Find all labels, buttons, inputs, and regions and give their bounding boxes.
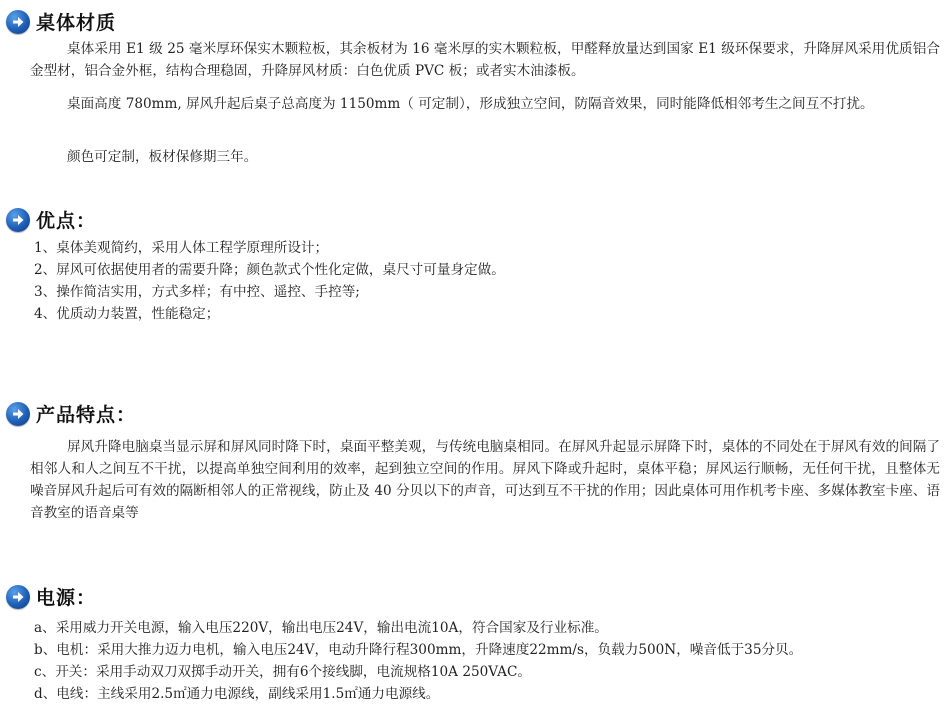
list-item: a、采用威力开关电源，输入电压220V，输出电压24V，输出电流10A，符合国家及行业标准。 <box>34 620 608 636</box>
material-paragraph-1: 桌体采用 E1 级 25 毫米厚环保实木颗粒板，其余板材为 16 毫米厚的实木颗粒板，甲醛释放量达到国家 E1 级环保要求，升降屏风采用优质铝合金型材，铝合金外框，结构合理稳固，升降屏风材质：白色优质 PVC 板；或者实木油漆板。 <box>30 41 940 79</box>
advantages-list <box>34 237 934 325</box>
features-paragraph: 屏风升降电脑桌当显示屏和屏风同时降下时，桌面平整美观，与传统电脑桌相同。在屏风升起显示屏降下时，桌体的不同处在于屏风有效的间隔了相邻人和人之间互不干扰，以提高单独空间利用的效率，起到独立空间的作用。屏风下降或升起时，桌体平稳；屏风运行顺畅，无任何干扰，且整体无噪音屏风升起后可有效的隔断相邻人的正常视线，防止及 40 分贝以下的声音，可达到互不干扰的作用；因此桌体可用作机考卡座、多媒体教室卡座、语音教室的语音桌等 <box>30 439 940 521</box>
arrow-circle-icon <box>6 402 30 426</box>
list-item: c、开关：采用手动双刀双掷手动开关，拥有6个接线脚，电流规格10A 250VAC。 <box>34 664 531 680</box>
material-paragraph-3: 颜色可定制，板材保修期三年。 <box>67 149 258 165</box>
section-heading-features <box>6 400 136 427</box>
arrow-circle-icon <box>6 10 30 34</box>
section-heading-power <box>6 583 96 610</box>
section-title: 桌体材质 <box>36 12 117 34</box>
arrow-circle-icon <box>6 585 30 609</box>
section-title: 电源： <box>36 587 97 609</box>
list-item: d、电线：主线采用2.5㎡通力电源线，副线采用1.5㎡通力电源线。 <box>34 686 440 702</box>
section-heading-advantages <box>6 206 96 233</box>
list-item: 1、桌体美观简约，采用人体工程学原理所设计； <box>34 240 329 256</box>
list-item: 3、操作简洁实用，方式多样；有中控、遥控、手控等; <box>34 284 360 300</box>
list-item: 2、屏风可依据使用者的需要升降；颜色款式个性化定做，桌尺寸可量身定做。 <box>34 262 505 278</box>
arrow-circle-icon <box>6 208 30 232</box>
section-title: 优点： <box>36 210 97 232</box>
list-item: 4、优质动力装置，性能稳定； <box>34 306 220 322</box>
power-list <box>34 617 934 705</box>
section-heading-material <box>6 8 116 35</box>
section-title: 产品特点： <box>36 404 137 426</box>
material-paragraph-2: 桌面高度 780mm, 屏风升起后桌子总高度为 1150mm（ 可定制），形成独立空间，防隔音效果，同时能降低相邻考生之间互不打扰。 <box>67 96 874 112</box>
list-item: b、电机：采用大推力迈力电机，输入电压24V，电动升降行程300mm，升降速度22mm/s，负载力500N，噪音低于35分贝。 <box>34 642 803 658</box>
